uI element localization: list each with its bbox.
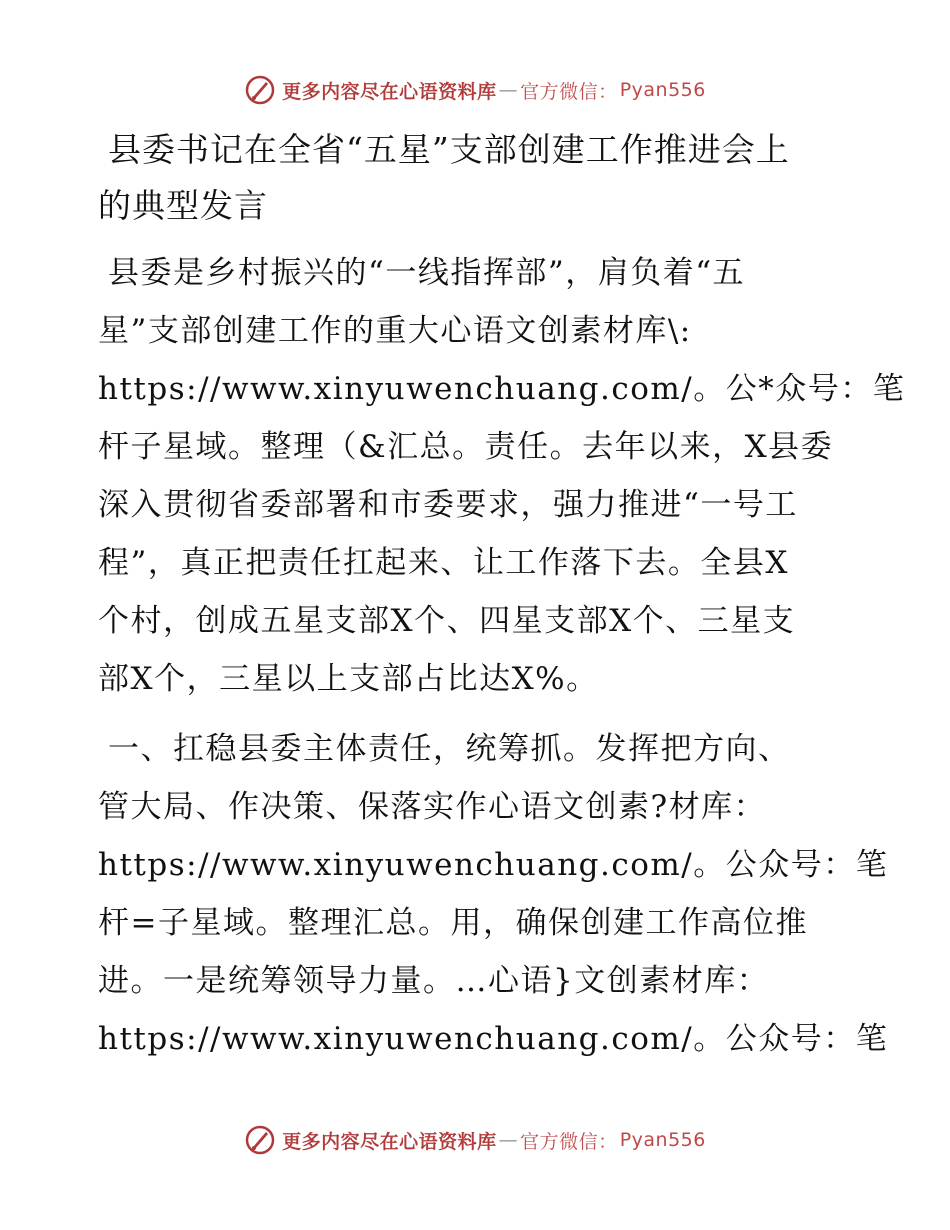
paragraph-section-one [98, 720, 889, 1068]
quill-seal-icon [244, 74, 276, 106]
text-line: 杆子星域。整理（&汇总。责任。去年以来，X县委 [98, 429, 834, 465]
quill-seal-icon [244, 1124, 276, 1156]
document-body [98, 122, 906, 1080]
document-title [98, 122, 858, 234]
banner-main-text: 更多内容尽在心语资料库 [282, 80, 497, 103]
text-line: 县委是乡村振兴的“一线指挥部”，肩负着“五 [108, 255, 746, 291]
text-line: 深入贯彻省委部署和市委要求，强力推进“一号工 [98, 487, 798, 523]
header-banner [0, 72, 950, 108]
text-line: https://www.xinyuwenchuang.com/。公*众号：笔 [98, 371, 906, 407]
text-line: 星”支部创建工作的重大心语文创素材库\: [98, 313, 692, 349]
text-line: 杆=子星域。整理汇总。用，确保创建工作高位推 [98, 905, 808, 941]
banner-wechat-id: Pyan556 [619, 79, 706, 101]
banner-sub-text: 官方微信： [520, 80, 618, 103]
footer-banner [0, 1122, 950, 1158]
banner-separator: — [498, 79, 519, 101]
title-line-1: 县委书记在全省“五星”支部创建工作推进会上 [108, 130, 790, 169]
text-line: 程”，真正把责任扛起来、让工作落下去。全县X [98, 545, 789, 581]
paragraph-intro [98, 244, 906, 708]
text-line: 一、扛稳县委主体责任，统筹抓。发挥把方向、 [108, 731, 791, 767]
banner-wechat-id: Pyan556 [619, 1129, 706, 1151]
text-line: https://www.xinyuwenchuang.com/。公众号：笔 [98, 1021, 889, 1057]
text-line: 管大局、作决策、保落实作心语文创素?材库： [98, 789, 767, 825]
text-line: 部X个，三星以上支部占比达X%。 [98, 661, 599, 697]
text-line: https://www.xinyuwenchuang.com/。公众号：笔 [98, 847, 889, 883]
banner-separator: — [498, 1129, 519, 1151]
text-line: 个村，创成五星支部X个、四星支部X个、三星支 [98, 603, 796, 639]
banner-main-text: 更多内容尽在心语资料库 [282, 1130, 497, 1153]
title-line-2: 的典型发言 [98, 186, 268, 225]
text-line: 进。一是统筹领导力量。…心语}文创素材库： [98, 963, 770, 999]
banner-sub-text: 官方微信： [520, 1130, 618, 1153]
